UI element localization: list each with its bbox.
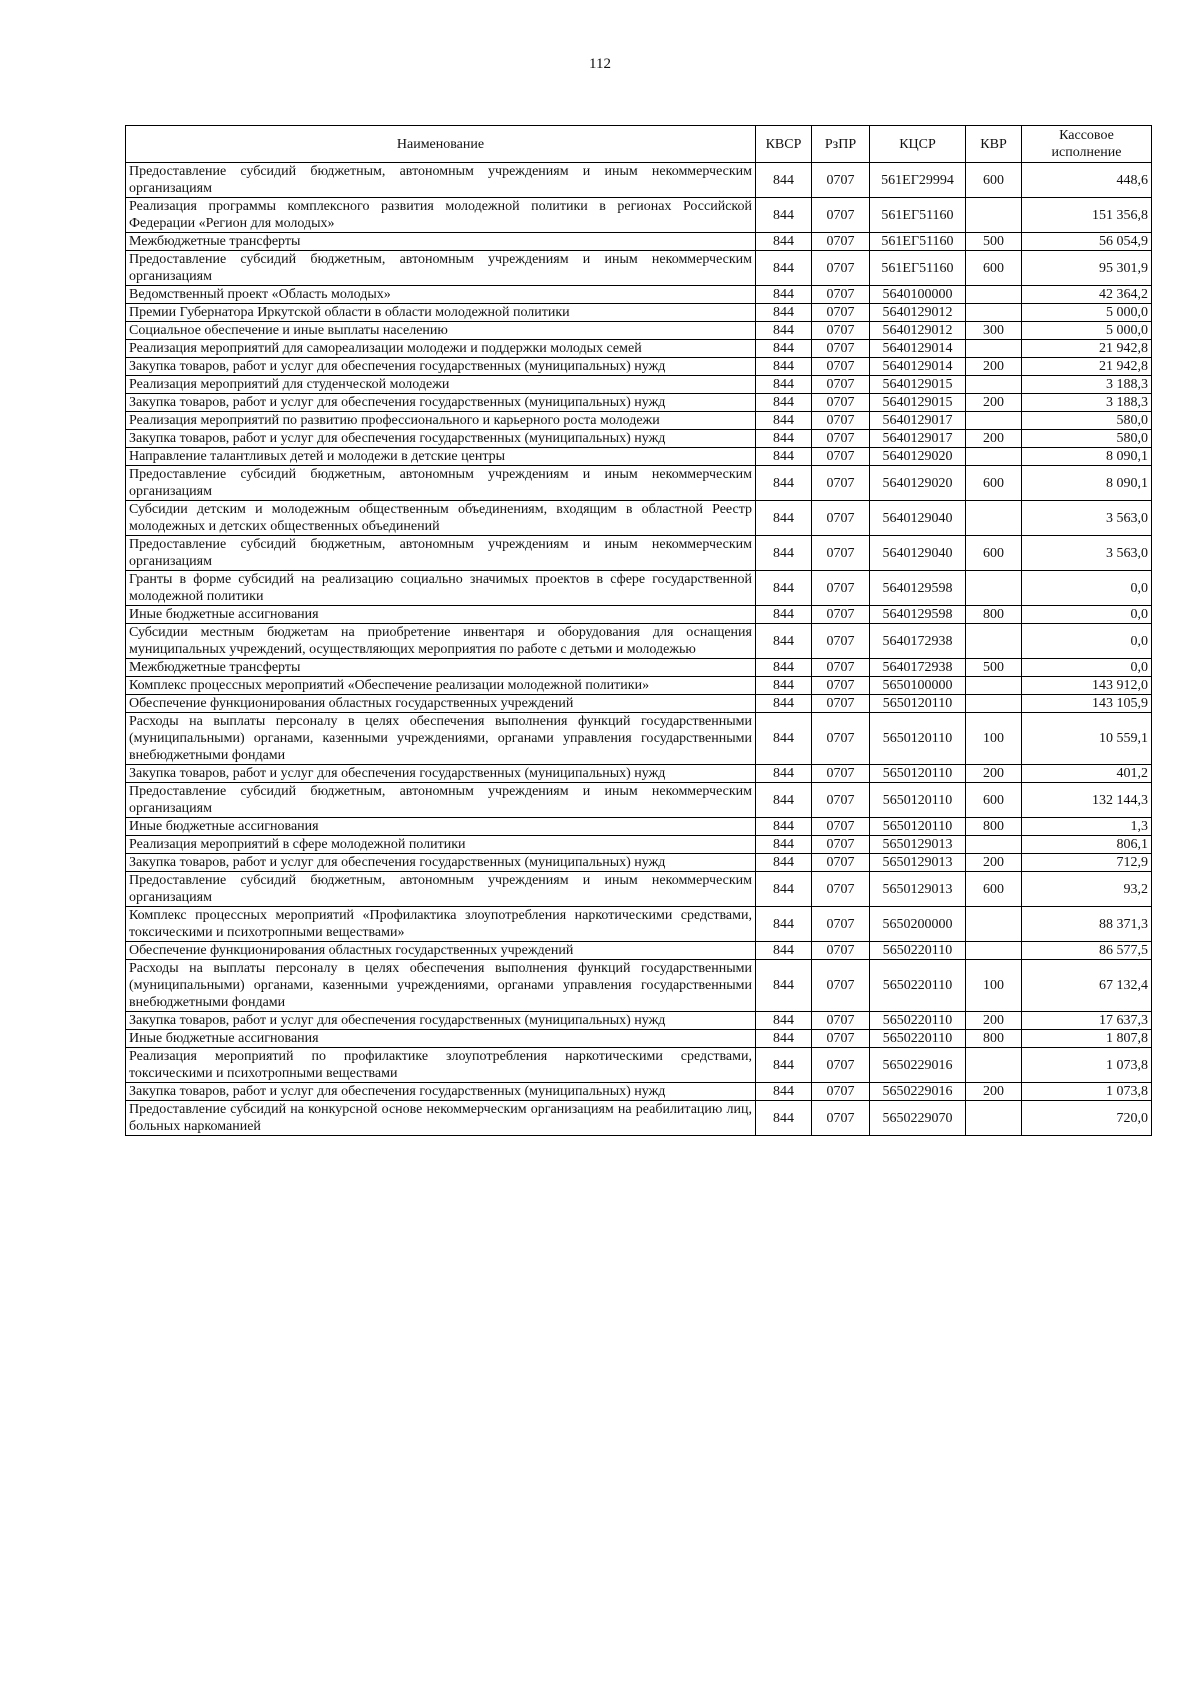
cell-kvsr: 844 (756, 304, 812, 322)
table-row (126, 412, 1152, 430)
cell-kvsr: 844 (756, 358, 812, 376)
cell-kvr (966, 624, 1022, 659)
cell-name: Предоставление субсидий бюджетным, автономным учреждениям и иным некоммерческим организациям (126, 536, 756, 571)
cell-kvsr: 844 (756, 251, 812, 286)
table-row (126, 1101, 1152, 1136)
cell-rzpr: 0707 (812, 624, 870, 659)
cell-kcsr: 5650229016 (870, 1048, 966, 1083)
cell-kvr (966, 198, 1022, 233)
table-row (126, 1012, 1152, 1030)
cell-name: Закупка товаров, работ и услуг для обеспечения государственных (муниципальных) нужд (126, 765, 756, 783)
header-kcsr: КЦСР (870, 126, 966, 163)
cell-rzpr: 0707 (812, 536, 870, 571)
cell-name: Закупка товаров, работ и услуг для обеспечения государственных (муниципальных) нужд (126, 854, 756, 872)
cell-kcsr: 5640129017 (870, 412, 966, 430)
cell-sum: 67 132,4 (1022, 960, 1152, 1012)
cell-rzpr: 0707 (812, 783, 870, 818)
table-row (126, 783, 1152, 818)
cell-kcsr: 5640129598 (870, 606, 966, 624)
budget-table (125, 125, 1152, 1136)
cell-rzpr: 0707 (812, 448, 870, 466)
cell-name: Реализация мероприятий в сфере молодежной политики (126, 836, 756, 854)
cell-kvsr: 844 (756, 713, 812, 765)
cell-kcsr: 5640100000 (870, 286, 966, 304)
cell-kcsr: 561ЕГ51160 (870, 198, 966, 233)
table-row (126, 358, 1152, 376)
cell-sum: 42 364,2 (1022, 286, 1152, 304)
cell-name: Расходы на выплаты персоналу в целях обеспечения выполнения функций государственными (муниципальными) органами, казенными учреждениями, органами управления государственными внебюджетными фондами (126, 960, 756, 1012)
cell-rzpr: 0707 (812, 340, 870, 358)
cell-kcsr: 561ЕГ51160 (870, 233, 966, 251)
cell-name: Предоставление субсидий бюджетным, автономным учреждениям и иным некоммерческим организациям (126, 251, 756, 286)
cell-rzpr: 0707 (812, 376, 870, 394)
cell-sum: 5 000,0 (1022, 304, 1152, 322)
cell-sum: 143 105,9 (1022, 695, 1152, 713)
cell-sum: 1 073,8 (1022, 1083, 1152, 1101)
cell-kvr (966, 501, 1022, 536)
cell-kvsr: 844 (756, 536, 812, 571)
cell-name: Реализация программы комплексного развития молодежной политики в регионах Российской Федерации «Регион для молодых» (126, 198, 756, 233)
cell-rzpr: 0707 (812, 1083, 870, 1101)
cell-name: Обеспечение функционирования областных государственных учреждений (126, 942, 756, 960)
cell-name: Комплекс процессных мероприятий «Обеспечение реализации молодежной политики» (126, 677, 756, 695)
cell-sum: 720,0 (1022, 1101, 1152, 1136)
cell-name: Направление талантливых детей и молодежи в детские центры (126, 448, 756, 466)
cell-name: Субсидии местным бюджетам на приобретение инвентаря и оборудования для оснащения муниципальных учреждений, осуществляющих мероприятия по работе с детьми и молодежью (126, 624, 756, 659)
cell-kcsr: 5650129013 (870, 872, 966, 907)
table-row (126, 233, 1152, 251)
cell-kvsr: 844 (756, 1101, 812, 1136)
cell-kvsr: 844 (756, 659, 812, 677)
cell-sum: 93,2 (1022, 872, 1152, 907)
cell-kvsr: 844 (756, 677, 812, 695)
cell-rzpr: 0707 (812, 571, 870, 606)
cell-kvr (966, 340, 1022, 358)
cell-kcsr: 5650100000 (870, 677, 966, 695)
cell-name: Иные бюджетные ассигнования (126, 1030, 756, 1048)
cell-rzpr: 0707 (812, 606, 870, 624)
cell-kcsr: 5640129012 (870, 322, 966, 340)
cell-kvsr: 844 (756, 695, 812, 713)
header-kvr: КВР (966, 126, 1022, 163)
table-row (126, 448, 1152, 466)
cell-kvsr: 844 (756, 818, 812, 836)
cell-sum: 3 188,3 (1022, 394, 1152, 412)
cell-rzpr: 0707 (812, 854, 870, 872)
cell-sum: 8 090,1 (1022, 448, 1152, 466)
cell-kvr: 100 (966, 713, 1022, 765)
cell-name: Межбюджетные трансферты (126, 659, 756, 677)
cell-name: Предоставление субсидий бюджетным, автономным учреждениям и иным некоммерческим организациям (126, 783, 756, 818)
cell-kvr: 800 (966, 818, 1022, 836)
cell-rzpr: 0707 (812, 818, 870, 836)
cell-kvsr: 844 (756, 322, 812, 340)
cell-kcsr: 5640129012 (870, 304, 966, 322)
cell-kvr: 200 (966, 358, 1022, 376)
cell-rzpr: 0707 (812, 942, 870, 960)
cell-rzpr: 0707 (812, 304, 870, 322)
cell-name: Реализация мероприятий для студенческой молодежи (126, 376, 756, 394)
cell-name: Предоставление субсидий бюджетным, автономным учреждениям и иным некоммерческим организациям (126, 872, 756, 907)
cell-sum: 401,2 (1022, 765, 1152, 783)
table-row (126, 659, 1152, 677)
cell-kcsr: 5650229016 (870, 1083, 966, 1101)
cell-kvsr: 844 (756, 960, 812, 1012)
cell-rzpr: 0707 (812, 286, 870, 304)
cell-sum: 1 807,8 (1022, 1030, 1152, 1048)
cell-name: Закупка товаров, работ и услуг для обеспечения государственных (муниципальных) нужд (126, 1012, 756, 1030)
cell-sum: 0,0 (1022, 624, 1152, 659)
cell-kcsr: 5650220110 (870, 1012, 966, 1030)
cell-sum: 3 563,0 (1022, 536, 1152, 571)
cell-rzpr: 0707 (812, 1048, 870, 1083)
cell-kvsr: 844 (756, 430, 812, 448)
cell-kvr: 600 (966, 872, 1022, 907)
cell-kcsr: 5640129020 (870, 448, 966, 466)
cell-sum: 0,0 (1022, 571, 1152, 606)
table-body (126, 163, 1152, 1136)
cell-kvr (966, 571, 1022, 606)
cell-rzpr: 0707 (812, 1030, 870, 1048)
table-row (126, 854, 1152, 872)
table-row (126, 624, 1152, 659)
cell-kcsr: 5650120110 (870, 765, 966, 783)
cell-kvr: 500 (966, 233, 1022, 251)
cell-sum: 10 559,1 (1022, 713, 1152, 765)
table-row (126, 836, 1152, 854)
cell-kvsr: 844 (756, 942, 812, 960)
cell-kcsr: 5650120110 (870, 713, 966, 765)
cell-kvsr: 844 (756, 765, 812, 783)
cell-kcsr: 5650200000 (870, 907, 966, 942)
cell-kcsr: 5650120110 (870, 783, 966, 818)
table-row (126, 340, 1152, 358)
cell-kcsr: 5650120110 (870, 695, 966, 713)
cell-kvr (966, 695, 1022, 713)
cell-kvr (966, 677, 1022, 695)
cell-sum: 56 054,9 (1022, 233, 1152, 251)
cell-rzpr: 0707 (812, 501, 870, 536)
cell-kcsr: 5650120110 (870, 818, 966, 836)
cell-kvr: 200 (966, 430, 1022, 448)
cell-sum: 151 356,8 (1022, 198, 1152, 233)
cell-kvsr: 844 (756, 163, 812, 198)
cell-rzpr: 0707 (812, 466, 870, 501)
cell-rzpr: 0707 (812, 1101, 870, 1136)
cell-kvsr: 844 (756, 571, 812, 606)
cell-kcsr: 5650220110 (870, 960, 966, 1012)
cell-name: Субсидии детским и молодежным общественным объединениям, входящим в областной Реестр молодежных и детских общественных объединений (126, 501, 756, 536)
cell-kvr: 800 (966, 1030, 1022, 1048)
cell-sum: 712,9 (1022, 854, 1152, 872)
cell-sum: 95 301,9 (1022, 251, 1152, 286)
cell-kvr: 200 (966, 1012, 1022, 1030)
cell-kvr (966, 304, 1022, 322)
cell-kvsr: 844 (756, 448, 812, 466)
cell-kvsr: 844 (756, 340, 812, 358)
cell-name: Премии Губернатора Иркутской области в области молодежной политики (126, 304, 756, 322)
table-row (126, 1048, 1152, 1083)
cell-sum: 88 371,3 (1022, 907, 1152, 942)
table-row (126, 376, 1152, 394)
cell-rzpr: 0707 (812, 358, 870, 376)
table-row (126, 818, 1152, 836)
cell-kvr (966, 942, 1022, 960)
cell-rzpr: 0707 (812, 836, 870, 854)
cell-rzpr: 0707 (812, 322, 870, 340)
cell-kvr (966, 286, 1022, 304)
cell-sum: 21 942,8 (1022, 340, 1152, 358)
cell-sum: 448,6 (1022, 163, 1152, 198)
cell-rzpr: 0707 (812, 695, 870, 713)
cell-name: Закупка товаров, работ и услуг для обеспечения государственных (муниципальных) нужд (126, 430, 756, 448)
table-row (126, 606, 1152, 624)
table-row (126, 1030, 1152, 1048)
cell-rzpr: 0707 (812, 430, 870, 448)
cell-sum: 806,1 (1022, 836, 1152, 854)
cell-sum: 86 577,5 (1022, 942, 1152, 960)
table-row (126, 872, 1152, 907)
cell-kvr (966, 1101, 1022, 1136)
cell-rzpr: 0707 (812, 872, 870, 907)
cell-kvr: 500 (966, 659, 1022, 677)
cell-sum: 132 144,3 (1022, 783, 1152, 818)
cell-kvr: 200 (966, 854, 1022, 872)
cell-rzpr: 0707 (812, 960, 870, 1012)
table-row (126, 304, 1152, 322)
table-row (126, 198, 1152, 233)
cell-rzpr: 0707 (812, 659, 870, 677)
cell-sum: 3 188,3 (1022, 376, 1152, 394)
header-sum: Кассовое исполнение (1022, 126, 1152, 163)
cell-sum: 143 912,0 (1022, 677, 1152, 695)
header-name: Наименование (126, 126, 756, 163)
cell-name: Реализация мероприятий по развитию профессионального и карьерного роста молодежи (126, 412, 756, 430)
cell-name: Предоставление субсидий на конкурсной основе некоммерческим организациям на реабилитацию лиц, больных наркоманией (126, 1101, 756, 1136)
cell-kcsr: 5650229070 (870, 1101, 966, 1136)
table-row (126, 322, 1152, 340)
cell-kcsr: 5640129017 (870, 430, 966, 448)
cell-kvsr: 844 (756, 624, 812, 659)
cell-name: Иные бюджетные ассигнования (126, 818, 756, 836)
table-row (126, 536, 1152, 571)
cell-kvr (966, 907, 1022, 942)
cell-kvsr: 844 (756, 412, 812, 430)
cell-rzpr: 0707 (812, 907, 870, 942)
cell-kvr: 200 (966, 765, 1022, 783)
cell-name: Социальное обеспечение и иные выплаты населению (126, 322, 756, 340)
table-row (126, 394, 1152, 412)
cell-name: Реализация мероприятий по профилактике злоупотребления наркотическими средствами, токсическими и психотропными веществами (126, 1048, 756, 1083)
table-row (126, 942, 1152, 960)
cell-name: Расходы на выплаты персоналу в целях обеспечения выполнения функций государственными (муниципальными) органами, казенными учреждениями, органами управления государственными внебюджетными фондами (126, 713, 756, 765)
cell-kvr: 600 (966, 251, 1022, 286)
cell-kvr: 600 (966, 466, 1022, 501)
cell-kcsr: 5650129013 (870, 836, 966, 854)
cell-kvsr: 844 (756, 394, 812, 412)
table-row (126, 695, 1152, 713)
table-row (126, 571, 1152, 606)
cell-rzpr: 0707 (812, 163, 870, 198)
table-row (126, 1083, 1152, 1101)
cell-rzpr: 0707 (812, 1012, 870, 1030)
cell-kvsr: 844 (756, 854, 812, 872)
cell-kvsr: 844 (756, 501, 812, 536)
cell-kvsr: 844 (756, 872, 812, 907)
cell-kvr: 300 (966, 322, 1022, 340)
table-row (126, 677, 1152, 695)
cell-sum: 580,0 (1022, 412, 1152, 430)
cell-kvr (966, 376, 1022, 394)
cell-kvr (966, 412, 1022, 430)
cell-kcsr: 5650220110 (870, 1030, 966, 1048)
cell-kvr: 600 (966, 163, 1022, 198)
cell-kvsr: 844 (756, 1012, 812, 1030)
cell-rzpr: 0707 (812, 198, 870, 233)
cell-name: Комплекс процессных мероприятий «Профилактика злоупотребления наркотическими средствами, токсическими и психотропными веществами» (126, 907, 756, 942)
cell-kcsr: 5640172938 (870, 659, 966, 677)
cell-name: Межбюджетные трансферты (126, 233, 756, 251)
cell-kvsr: 844 (756, 836, 812, 854)
cell-rzpr: 0707 (812, 394, 870, 412)
cell-sum: 3 563,0 (1022, 501, 1152, 536)
cell-kvsr: 844 (756, 1048, 812, 1083)
page-number: 112 (589, 56, 611, 72)
cell-sum: 580,0 (1022, 430, 1152, 448)
table-row (126, 907, 1152, 942)
table-row (126, 466, 1152, 501)
cell-rzpr: 0707 (812, 677, 870, 695)
cell-sum: 21 942,8 (1022, 358, 1152, 376)
cell-kvr (966, 836, 1022, 854)
cell-name: Реализация мероприятий для самореализации молодежи и поддержки молодых семей (126, 340, 756, 358)
cell-rzpr: 0707 (812, 412, 870, 430)
cell-kcsr: 5650129013 (870, 854, 966, 872)
cell-kcsr: 5640129040 (870, 536, 966, 571)
table-row (126, 251, 1152, 286)
cell-kcsr: 561ЕГ51160 (870, 251, 966, 286)
cell-kcsr: 5640129598 (870, 571, 966, 606)
cell-sum: 1 073,8 (1022, 1048, 1152, 1083)
cell-rzpr: 0707 (812, 765, 870, 783)
table-row (126, 960, 1152, 1012)
cell-sum: 8 090,1 (1022, 466, 1152, 501)
cell-kvsr: 844 (756, 233, 812, 251)
cell-sum: 0,0 (1022, 659, 1152, 677)
table-row (126, 286, 1152, 304)
table-row (126, 430, 1152, 448)
cell-kvr: 200 (966, 394, 1022, 412)
cell-kvr: 100 (966, 960, 1022, 1012)
cell-name: Гранты в форме субсидий на реализацию социально значимых проектов в сфере государственной молодежной политики (126, 571, 756, 606)
cell-sum: 5 000,0 (1022, 322, 1152, 340)
cell-kvsr: 844 (756, 198, 812, 233)
cell-kcsr: 5640129015 (870, 376, 966, 394)
cell-kvsr: 844 (756, 606, 812, 624)
cell-kcsr: 5640129020 (870, 466, 966, 501)
cell-kcsr: 5650220110 (870, 942, 966, 960)
cell-name: Ведомственный проект «Область молодых» (126, 286, 756, 304)
table-row (126, 765, 1152, 783)
cell-kvsr: 844 (756, 783, 812, 818)
cell-kvr (966, 448, 1022, 466)
cell-rzpr: 0707 (812, 713, 870, 765)
cell-kcsr: 5640129040 (870, 501, 966, 536)
cell-name: Закупка товаров, работ и услуг для обеспечения государственных (муниципальных) нужд (126, 1083, 756, 1101)
cell-name: Закупка товаров, работ и услуг для обеспечения государственных (муниципальных) нужд (126, 394, 756, 412)
cell-kvr: 200 (966, 1083, 1022, 1101)
cell-kcsr: 5640129014 (870, 358, 966, 376)
cell-kcsr: 5640129014 (870, 340, 966, 358)
cell-kcsr: 5640172938 (870, 624, 966, 659)
cell-rzpr: 0707 (812, 251, 870, 286)
cell-name: Обеспечение функционирования областных государственных учреждений (126, 695, 756, 713)
cell-name: Закупка товаров, работ и услуг для обеспечения государственных (муниципальных) нужд (126, 358, 756, 376)
cell-kcsr: 561ЕГ29994 (870, 163, 966, 198)
cell-kvr (966, 1048, 1022, 1083)
cell-kvsr: 844 (756, 466, 812, 501)
cell-rzpr: 0707 (812, 233, 870, 251)
cell-kvr: 600 (966, 783, 1022, 818)
table-row (126, 713, 1152, 765)
cell-kvsr: 844 (756, 1083, 812, 1101)
table-header-row (126, 126, 1152, 163)
cell-kvsr: 844 (756, 286, 812, 304)
cell-kvr: 800 (966, 606, 1022, 624)
cell-sum: 1,3 (1022, 818, 1152, 836)
header-kvsr: КВСР (756, 126, 812, 163)
cell-sum: 17 637,3 (1022, 1012, 1152, 1030)
cell-name: Иные бюджетные ассигнования (126, 606, 756, 624)
cell-sum: 0,0 (1022, 606, 1152, 624)
cell-name: Предоставление субсидий бюджетным, автономным учреждениям и иным некоммерческим организациям (126, 163, 756, 198)
header-rzpr: РзПР (812, 126, 870, 163)
cell-name: Предоставление субсидий бюджетным, автономным учреждениям и иным некоммерческим организациям (126, 466, 756, 501)
table-row (126, 501, 1152, 536)
table-row (126, 163, 1152, 198)
cell-kvr: 600 (966, 536, 1022, 571)
cell-kcsr: 5640129015 (870, 394, 966, 412)
cell-kvsr: 844 (756, 907, 812, 942)
cell-kvsr: 844 (756, 376, 812, 394)
cell-kvsr: 844 (756, 1030, 812, 1048)
